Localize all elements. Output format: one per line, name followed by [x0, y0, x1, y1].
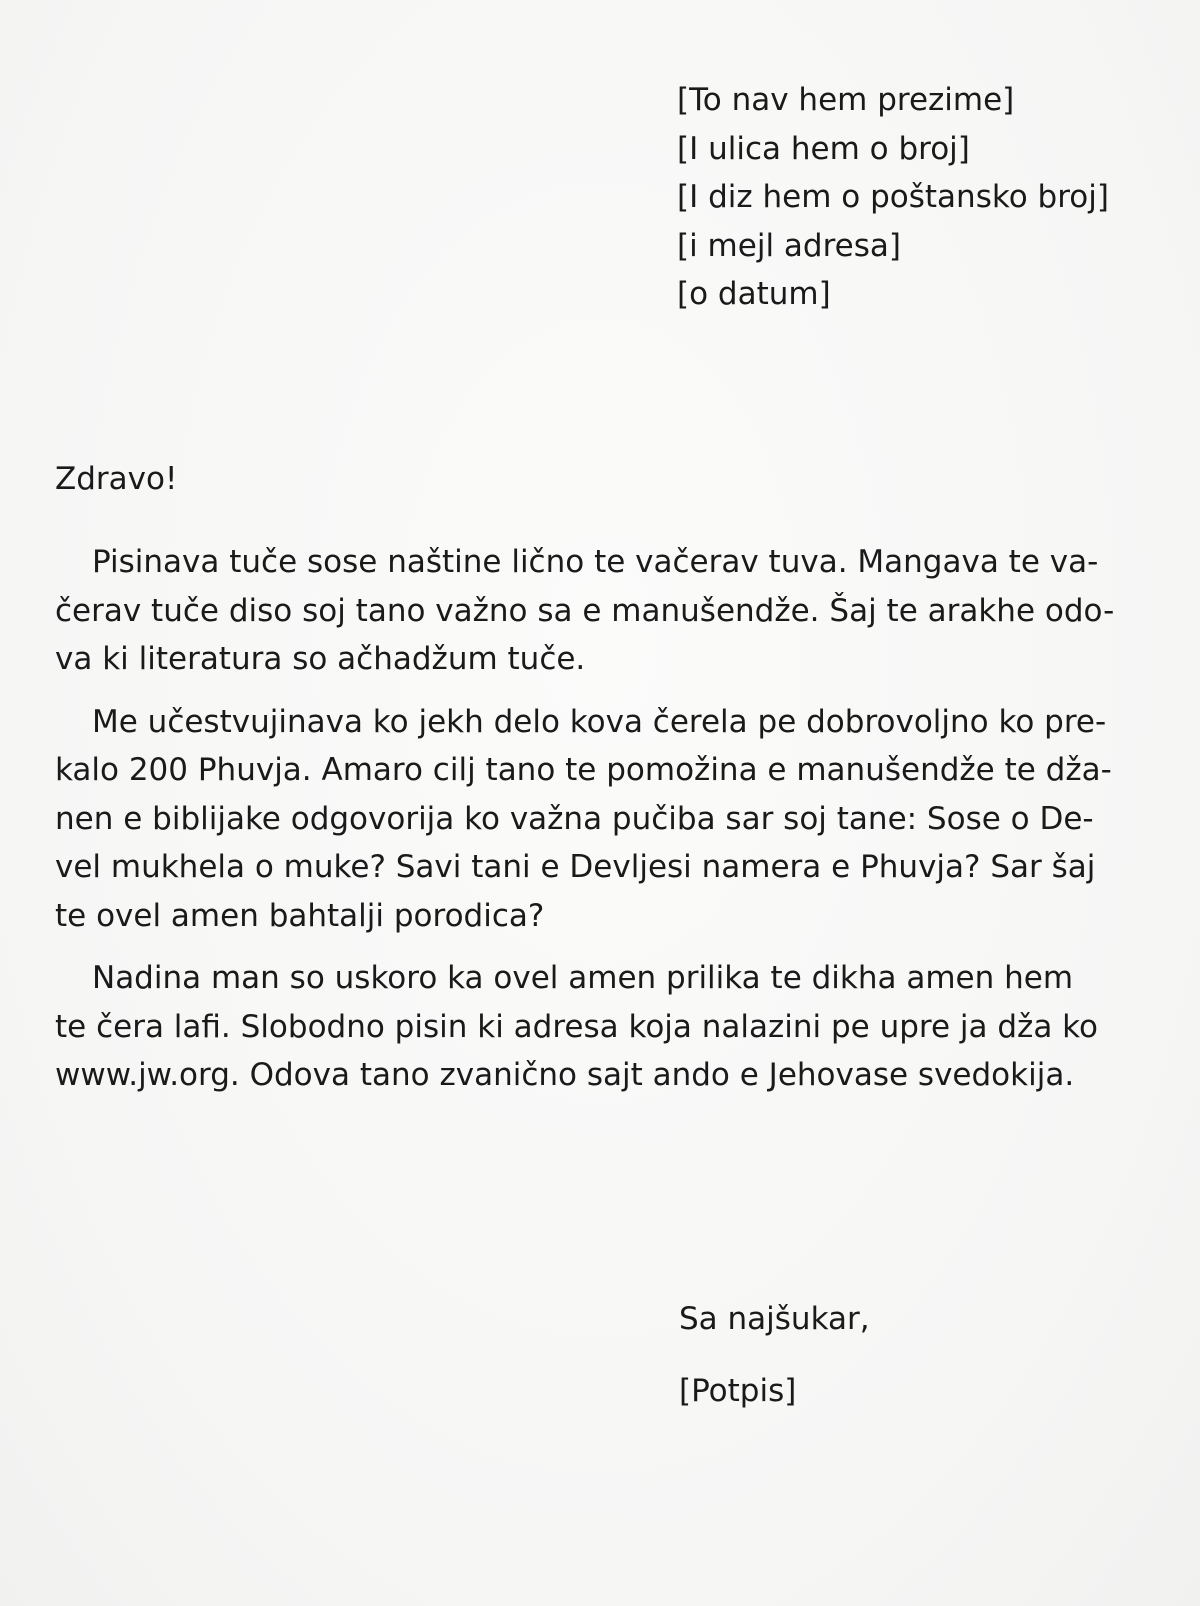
paragraph-line: nen e biblijake odgovorija ko važna pučiba sar soj tane: Sose o De-: [55, 800, 1094, 837]
sender-email: [i mejl adresa]: [677, 227, 901, 264]
paragraph-line: vel mukhela o muke? Savi tani e Devljesi namera e Phuvja? Sar šaj: [55, 849, 1096, 885]
sender-street: [I ulica hem o broj]: [677, 130, 970, 167]
paragraph-line: Nadina man so uskoro ka ovel amen prilika te dikha amen hem: [92, 960, 1074, 996]
paragraph-line: Pisinava tuče sose naštine lično te vačerav tuva. Mangava te va-: [92, 544, 1099, 580]
paragraph-1: [55, 538, 1145, 684]
paragraph-2: [55, 698, 1145, 941]
paragraph-line: va ki literatura so ačhadžum tuče.: [55, 641, 586, 677]
greeting: Zdravo!: [55, 461, 178, 497]
sender-city: [I diz hem o poštansko broj]: [677, 179, 1109, 215]
letter-date: [o datum]: [677, 276, 831, 312]
sender-address-block: [677, 76, 1109, 319]
paragraph-line: Me učestvujinava ko jekh delo kova čerela pe dobrovoljno ko pre-: [92, 703, 1107, 740]
paragraph-3: [55, 954, 1145, 1100]
sender-name: [To nav hem prezime]: [677, 82, 1015, 118]
closing: Sa najšukar,: [679, 1301, 870, 1337]
paragraph-line: te čera lafi. Slobodno pisin ki adresa koja nalazini pe upre ja dža ko: [55, 1008, 1098, 1045]
paragraph-line: www.jw.org. Odova tano zvanično sajt ando e Jehovase svedokija.: [55, 1057, 1075, 1093]
letter-body: [55, 538, 1145, 1114]
paragraph-line: čerav tuče diso soj tano važno sa e manušendže. Šaj te arakhe odo-: [55, 592, 1115, 629]
paragraph-line: te ovel amen bahtalji porodica?: [55, 897, 545, 934]
signature-placeholder: [Potpis]: [679, 1373, 797, 1409]
paragraph-line: kalo 200 Phuvja. Amaro cilj tano te pomožina e manušendže te dža-: [55, 752, 1112, 788]
